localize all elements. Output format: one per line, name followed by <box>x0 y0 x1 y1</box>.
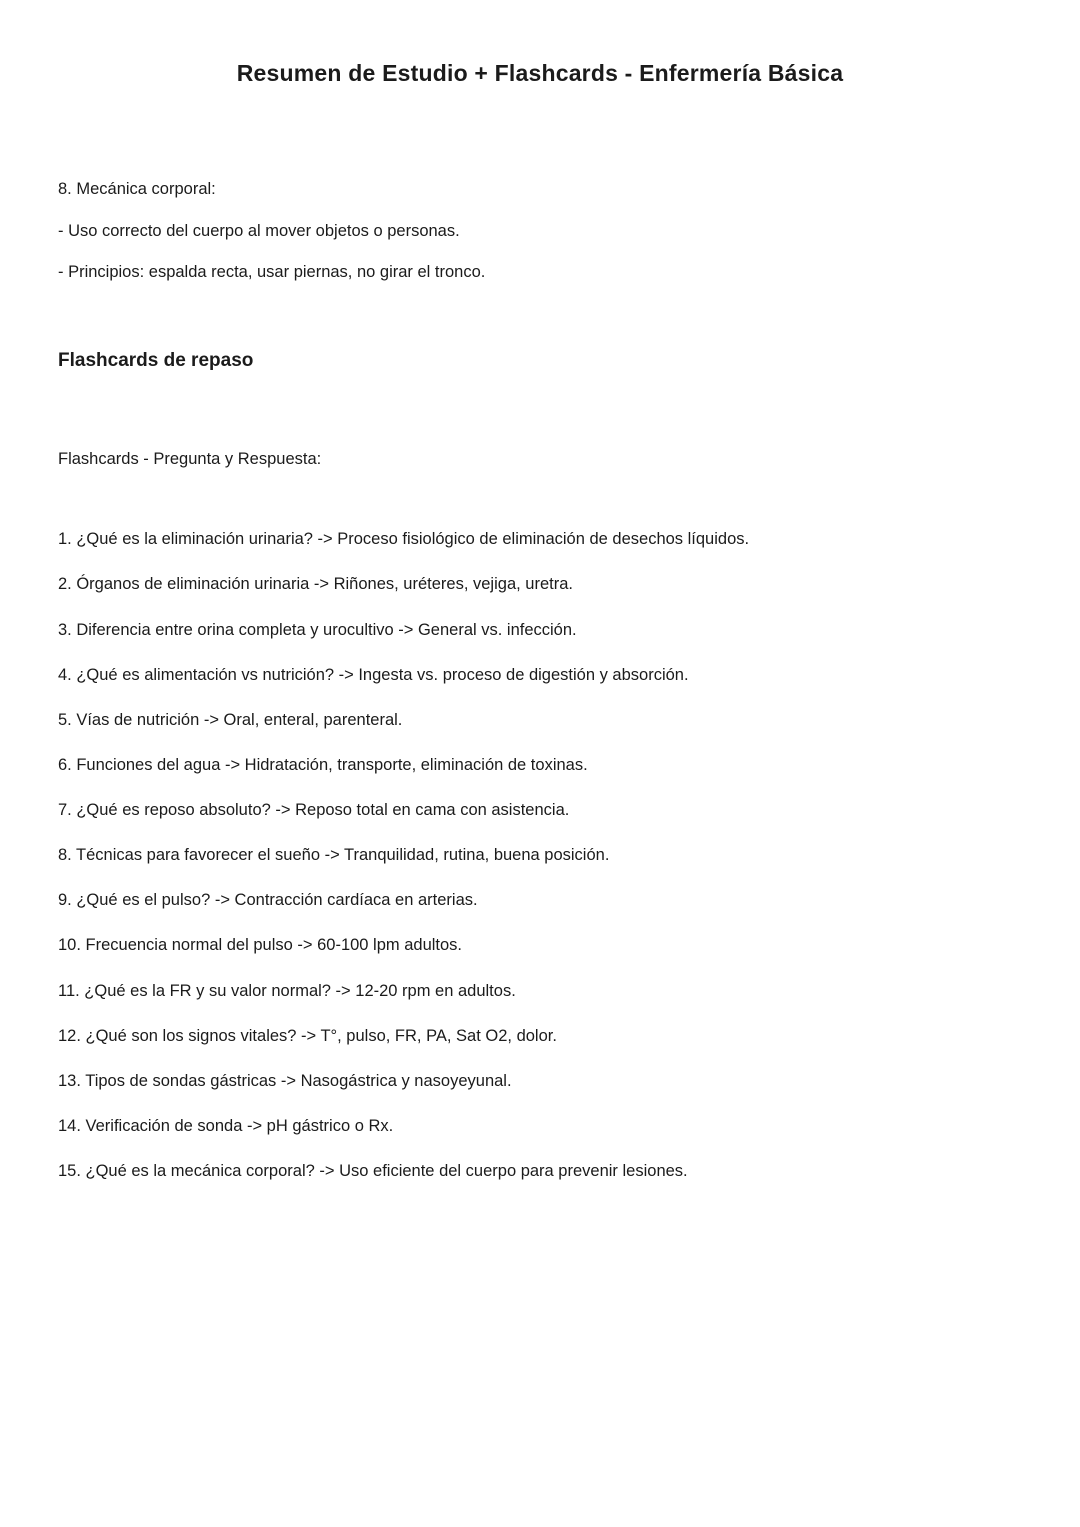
flashcard-item: 12. ¿Qué son los signos vitales? -> T°, pulso, FR, PA, Sat O2, dolor. <box>58 1026 557 1045</box>
flashcard-item: 15. ¿Qué es la mecánica corporal? -> Uso eficiente del cuerpo para prevenir lesiones. <box>58 1162 688 1180</box>
flashcard-item: 7. ¿Qué es reposo absoluto? -> Reposo total en cama con asistencia. <box>58 801 570 819</box>
flashcards-section-heading: Flashcards de repaso <box>58 349 254 371</box>
mecanica-bullet-line: - Uso correcto del cuerpo al mover objetos o personas. <box>58 221 460 240</box>
mecanica-bullet-line: - Principios: espalda recta, usar piernas, no girar el tronco. <box>58 263 486 282</box>
flashcards-subheading: Flashcards - Pregunta y Respuesta: <box>58 449 322 468</box>
flashcard-item: 4. ¿Qué es alimentación vs nutrición? -> Ingesta vs. proceso de digestión y absorción. <box>58 665 689 684</box>
flashcard-item: 1. ¿Qué es la eliminación urinaria? -> Proceso fisiológico de eliminación de desechos líquidos. <box>58 530 750 549</box>
document-content <box>0 179 1080 1182</box>
flashcard-item: 14. Verificación de sonda -> pH gástrico o Rx. <box>58 1116 394 1135</box>
flashcard-item: 6. Funciones del agua -> Hidratación, transporte, eliminación de toxinas. <box>58 755 588 774</box>
flashcard-list <box>58 529 1022 1181</box>
flashcard-item: 3. Diferencia entre orina completa y urocultivo -> General vs. infección. <box>58 620 577 639</box>
flashcard-item: 8. Técnicas para favorecer el sueño -> Tranquilidad, rutina, buena posición. <box>58 846 610 865</box>
document-title: Resumen de Estudio + Flashcards - Enfermería Básica <box>236 60 844 86</box>
mecanica-section-heading: 8. Mecánica corporal: <box>58 180 216 198</box>
flashcard-item: 11. ¿Qué es la FR y su valor normal? -> 12-20 rpm en adultos. <box>58 981 516 1000</box>
flashcard-item: 10. Frecuencia normal del pulso -> 60-100 lpm adultos. <box>58 936 463 955</box>
flashcard-item: 9. ¿Qué es el pulso? -> Contracción cardíaca en arterias. <box>58 891 478 910</box>
flashcard-item: 13. Tipos de sondas gástricas -> Nasogástrica y nasoyeyunal. <box>58 1071 512 1090</box>
flashcard-item: 2. Órganos de eliminación urinaria -> Riñones, uréteres, vejiga, uretra. <box>58 575 573 594</box>
flashcard-item: 5. Vías de nutrición -> Oral, enteral, parenteral. <box>58 710 403 729</box>
